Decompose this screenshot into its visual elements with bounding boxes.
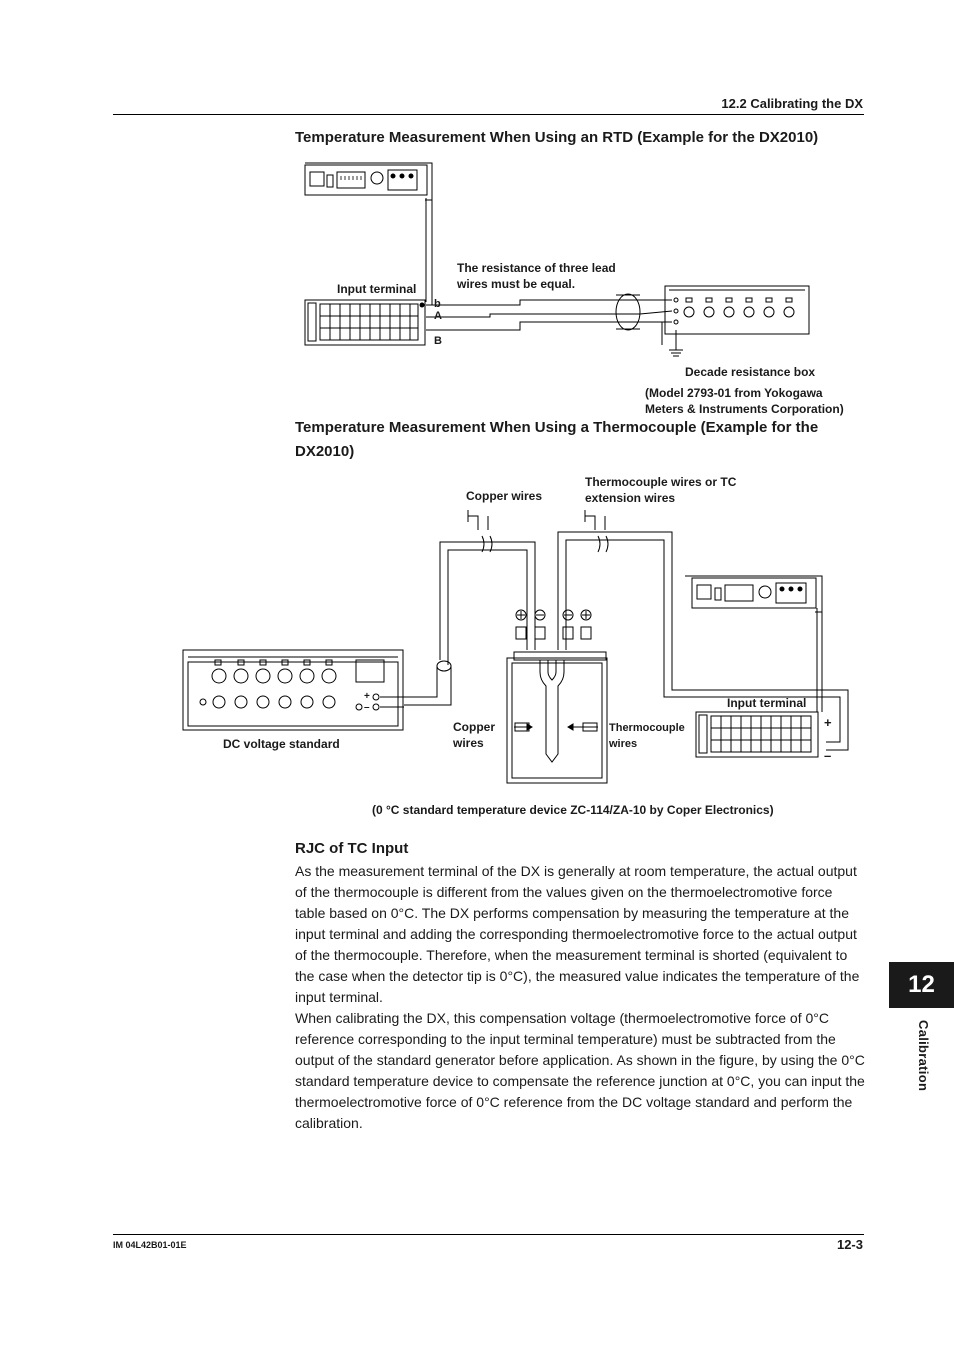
standard-temperature-device — [507, 658, 607, 783]
chapter-tab-label: Calibration — [916, 1020, 931, 1092]
rtd-input-terminal-label: Input terminal — [337, 282, 417, 296]
rtd-heading: Temperature Measurement When Using an RTD (Example for the DX2010) — [295, 129, 819, 146]
tc-plus-label: + — [824, 715, 832, 730]
dc-standard-label: DC voltage standard — [223, 737, 340, 751]
tc-caption: (0 °C standard temperature device ZC-114/ZA-10 by Coper Electronics) — [372, 803, 774, 817]
tc-thermocouple-wires-label: Thermocouple wires — [609, 722, 685, 750]
tc-copper-wires-label: Copper wires — [453, 720, 495, 750]
rtd-terminal-b-small: b — [434, 298, 441, 310]
tc-input-terminal-block — [696, 712, 818, 757]
dc-minus-label: – — [364, 702, 370, 713]
dc-plus-label: + — [364, 691, 370, 702]
rtd-terminal-A: A — [434, 310, 442, 322]
tc-input-terminal-label: Input terminal — [727, 696, 807, 710]
tc-heading: Temperature Measurement When Using a Thermocouple (Example for the DX2010) — [295, 419, 819, 460]
rjc-heading: RJC of TC Input — [295, 840, 409, 857]
tc-copper-wires-top-label: Copper wires — [466, 489, 543, 503]
chapter-tab-number: 12 — [889, 962, 954, 1008]
decade-box-model: (Model 2793-01 from Yokogawa Meters & Instruments Corporation) — [645, 386, 844, 416]
rjc-paragraph-2: When calibrating the DX, this compensation voltage (thermoelectromotive force of 0°C reference corresponding to the input terminal temperature) must be subtracted from the output of the standard generator before application. As shown in the figure, by using the 0°C standard temperature device to compensate the reference junction at 0°C, you can input the thermoelectromotive force of 0°C reference from the DC voltage standard and perform the calibration. — [295, 1010, 865, 1131]
rjc-paragraph-1: As the measurement terminal of the DX is generally at room temperature, the actual output of the thermocouple is different from the values given on the thermoelectromotive force table based on 0°C. The DX performs compensation by measuring the temperature at the input terminal and adding the corresponding thermoelectromotive force to the actual output of the thermocouple. Therefore, when the measurement terminal is shorted (equivalent to the case when the detector tip is 0°C), the measured value indicates the temperature of the input terminal. — [295, 863, 860, 1005]
decade-box-label: Decade resistance box — [685, 365, 816, 379]
footer-rule — [113, 1234, 864, 1235]
tc-wires-top-label: Thermocouple wires or TC extension wires — [585, 475, 737, 505]
tc-minus-label: – — [824, 748, 832, 763]
footer-doc-id: IM 04L42B01-01E — [113, 1240, 187, 1250]
rtd-resistance-note: The resistance of three lead wires must be equal. — [457, 261, 616, 291]
footer-page-number: 12-3 — [836, 1237, 863, 1252]
rjc-body — [295, 861, 865, 1134]
rtd-terminal-B: B — [434, 335, 442, 347]
running-header: 12.2 Calibrating the DX — [721, 96, 863, 111]
